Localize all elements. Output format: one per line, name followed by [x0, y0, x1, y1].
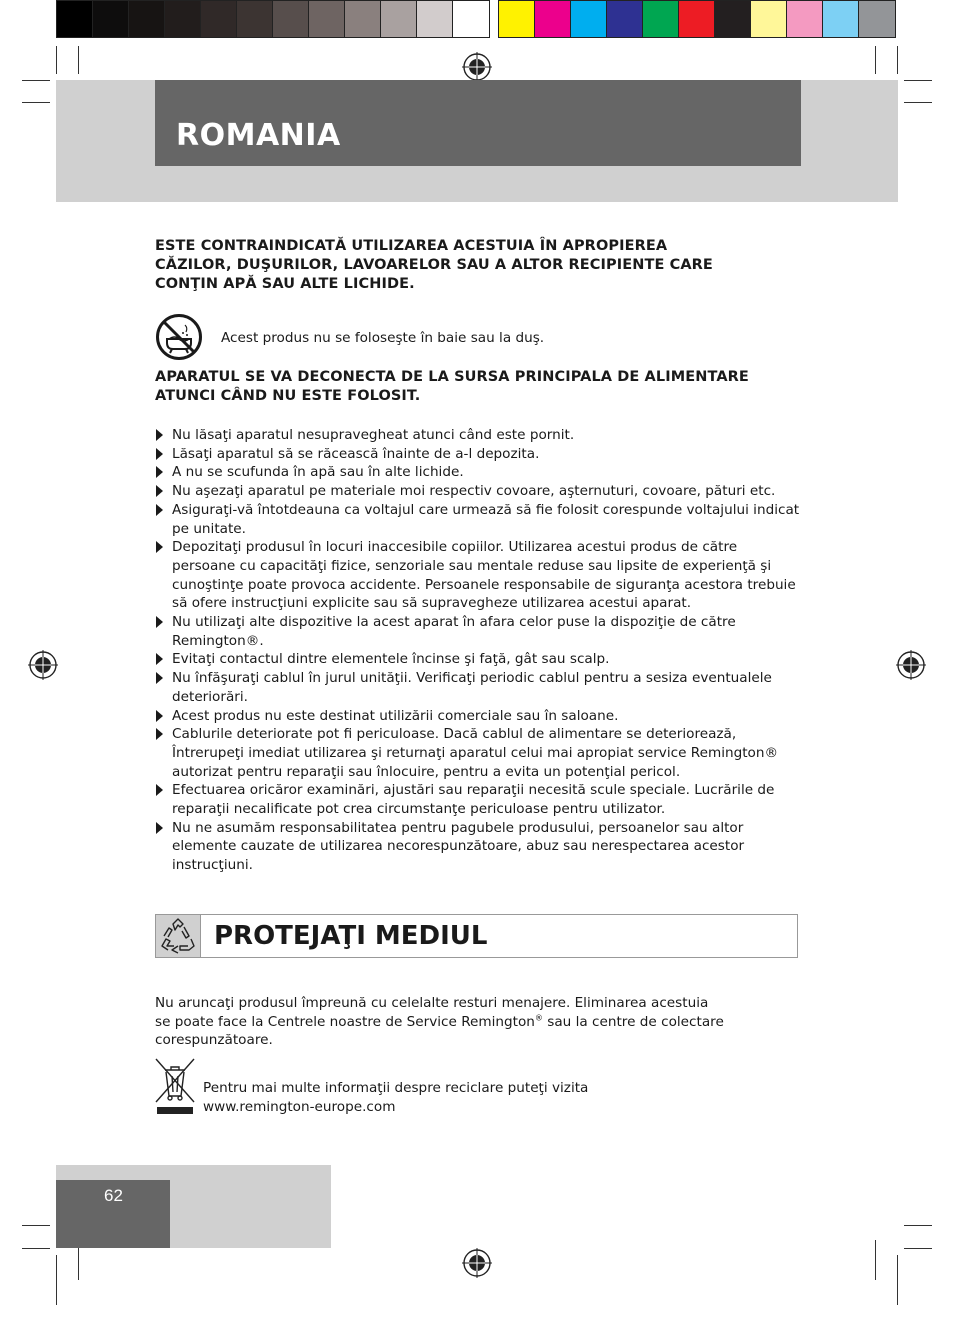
environment-header	[155, 914, 798, 958]
color-swatch	[823, 1, 859, 37]
gray-swatch	[237, 1, 273, 37]
list-item: A nu se scufunda în apă sau în alte lichide.	[155, 463, 800, 482]
color-swatch	[607, 1, 643, 37]
color-swatch	[571, 1, 607, 37]
gray-swatch	[57, 1, 93, 37]
gray-swatch	[93, 1, 129, 37]
section-title: PROTEJAŢI MEDIUL	[214, 921, 488, 951]
color-swatch	[859, 1, 895, 37]
recycle-icon	[156, 915, 200, 957]
list-item: Cablurile deteriorate pot fi periculoase. Dacă cablul de alimentare se deteriorează, Întrerupeţi imediat utilizarea şi returnaţi aparatul celui mai apropiat service Remington® autorizat pentru reparaţii sau înlocuire, pentru a evita un potenţial pericol.	[155, 725, 800, 781]
color-swatches	[498, 0, 896, 38]
list-item: Acest produs nu este destinat utilizării comerciale sau în saloane.	[155, 707, 800, 726]
gray-swatch	[417, 1, 453, 37]
color-swatch	[535, 1, 571, 37]
list-item: Efectuarea oricăror examinări, ajustări sau reparaţii necesită scule speciale. Lucrările de reparaţii necalificate pot crea circumstanţe periculoase pentru utilizator.	[155, 781, 800, 818]
registration-mark-top	[462, 52, 492, 82]
list-item: Depozitaţi produsul în locuri inaccesibile copiilor. Utilizarea acestui produs de către persoane cu capacităţi fizice, senzoriale sau mentale reduse sau lipsite de experienţă şi cunoştinţe poate provoca accidente. Persoanele responsabile de siguranţa acestora trebuie să ofere instrucţiuni explicite sau să supravegheze utilizarea acestui aparat.	[155, 538, 800, 613]
registration-mark-bottom	[462, 1248, 492, 1278]
recycling-info: Pentru mai multe informaţii despre reciclare puteţi vizita www.remington-europe.com	[203, 1080, 589, 1115]
gray-swatch	[309, 1, 345, 37]
list-item: Nu ne asumăm responsabilitatea pentru pagubele produsului, persoanelor sau altor elemente cauzate de utilizarea necorespunzătoare, abuz sau nerespectarea acestor instrucţiuni.	[155, 819, 800, 875]
list-item: Asiguraţi-vă întotdeauna ca voltajul care urmează să fie folosit corespunde voltajului indicat pe unitate.	[155, 501, 800, 538]
list-item: Evitaţi contactul dintre elementele încinse şi faţă, gât sau scalp.	[155, 650, 800, 669]
gray-swatch	[453, 1, 489, 37]
crossed-bin-icon	[154, 1058, 196, 1116]
bath-note: Acest produs nu se foloseşte în baie sau la duş.	[221, 330, 545, 346]
color-swatch	[751, 1, 787, 37]
color-calibration-bar	[56, 0, 898, 39]
gray-swatch	[273, 1, 309, 37]
gray-swatch	[165, 1, 201, 37]
safety-list	[155, 426, 800, 875]
page-number: 62	[104, 1186, 123, 1205]
gray-swatch	[381, 1, 417, 37]
gray-swatch	[129, 1, 165, 37]
registration-mark-left	[28, 650, 58, 680]
list-item: Nu înfăşuraţi cablul în jurul unităţii. Verificaţi periodic cablul pentru a sesiza eventualele deteriorări.	[155, 669, 800, 706]
color-swatch	[679, 1, 715, 37]
list-item: Nu utilizaţi alte dispozitive la acest aparat în afara celor puse la dispoziţie de către Remington®.	[155, 613, 800, 650]
gray-swatch	[345, 1, 381, 37]
page-title: ROMANIA	[176, 118, 341, 153]
disposal-paragraph: Nu aruncaţi produsul împreună cu celelalte resturi menajere. Eliminarea acestuia se poate face la Centrele noastre de Service Remington® sau la centre de colectare corespunzătoare.	[155, 995, 724, 1049]
recycle-icon-box	[156, 915, 201, 957]
no-bath-icon	[155, 313, 203, 361]
safety-instructions	[155, 426, 800, 875]
color-swatch	[787, 1, 823, 37]
list-item: Nu lăsaţi aparatul nesupravegheat atunci când este pornit.	[155, 426, 800, 445]
color-swatch	[499, 1, 535, 37]
grayscale-swatches	[56, 0, 490, 38]
color-swatch	[643, 1, 679, 37]
warning-water: ESTE CONTRAINDICATĂ UTILIZAREA ACESTUIA ÎN APROPIEREA CĂZILOR, DUŞURILOR, LAVOARELOR SAU A ALTOR RECIPIENTE CARE CONŢIN APĂ SAU ALTE LICHIDE.	[155, 238, 713, 292]
color-swatch	[715, 1, 751, 37]
list-item: Nu aşezaţi aparatul pe materiale moi respectiv covoare, aşternuturi, covoare, pături etc.	[155, 482, 800, 501]
registration-mark-right	[896, 650, 926, 680]
gray-swatch	[201, 1, 237, 37]
warning-disconnect: APARATUL SE VA DECONECTA DE LA SURSA PRINCIPALA DE ALIMENTARE ATUNCI CÂND NU ESTE FOLOSIT.	[155, 369, 749, 404]
list-item: Lăsaţi aparatul să se răcească înainte de a-l depozita.	[155, 445, 800, 464]
website-link[interactable]: www.remington-europe.com	[203, 1099, 396, 1115]
